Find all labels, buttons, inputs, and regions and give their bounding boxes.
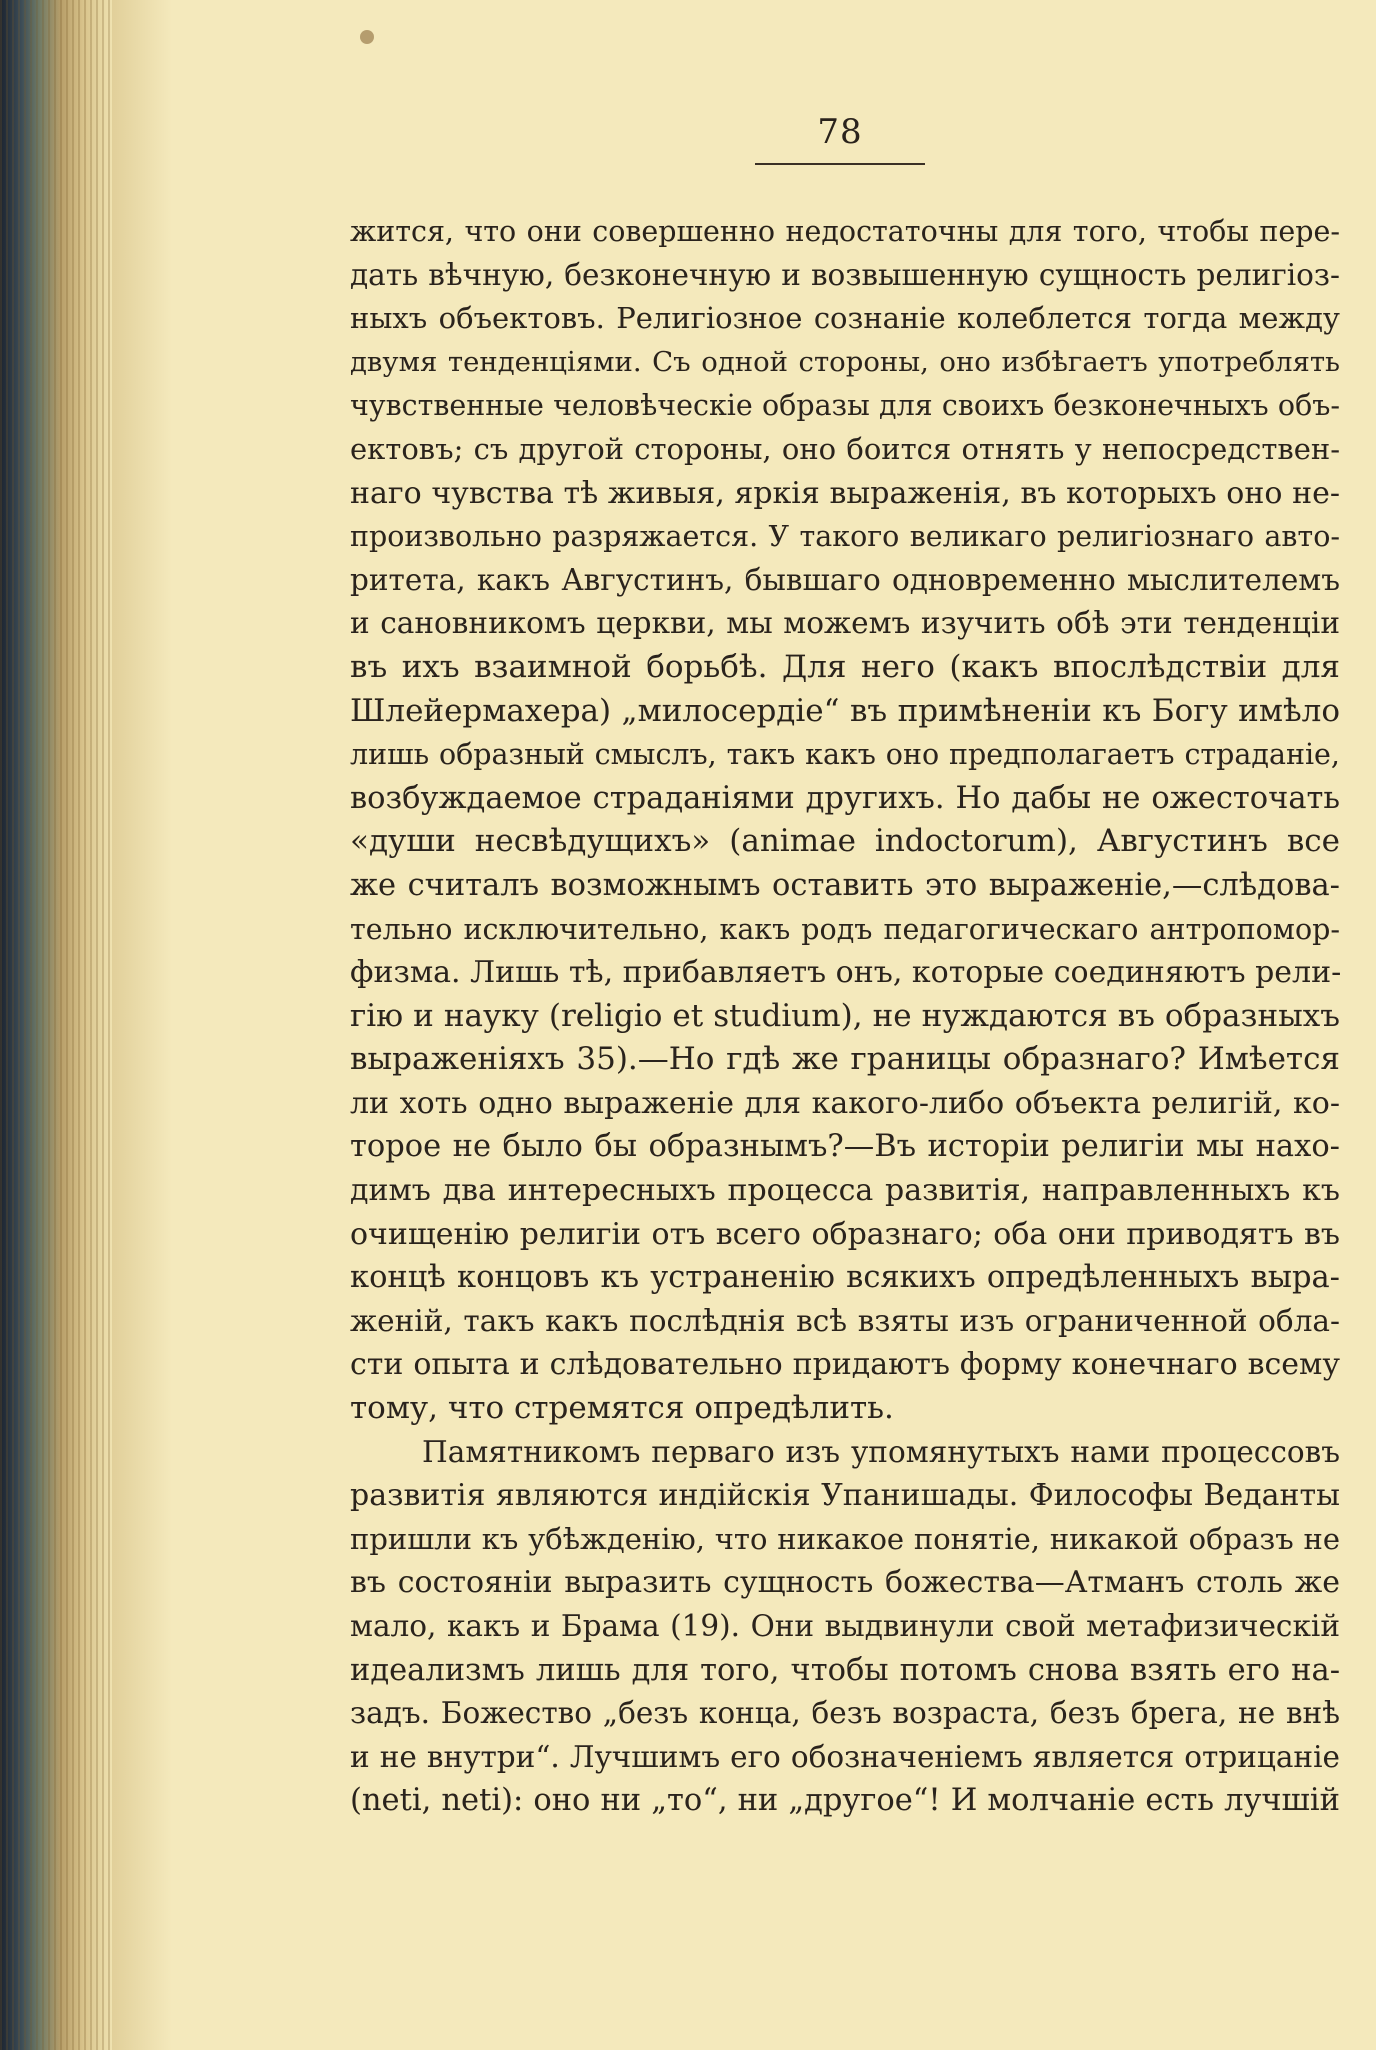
text-line: жится, что они совершенно недостаточны для того, чтобы пере- — [350, 215, 1340, 248]
text-line: ритета, какъ Августинъ, бывшаго одновременно мыслителемъ — [350, 562, 1340, 597]
text-line: женій, такъ какъ послѣднія всѣ взяты изъ ограниченной обла- — [350, 1303, 1340, 1338]
text-line: развитія являются индійскія Упанишады. Философы Веданты — [350, 1478, 1340, 1514]
ink-smudge — [360, 30, 374, 44]
page-number: 78 — [817, 112, 863, 152]
text-line: и не внутри“. Лучшимъ его обозначеніемъ является отрицаніе — [350, 1739, 1340, 1774]
text-line: пришли къ убѣжденію, что никакое понятіе, никакой образъ не — [350, 1521, 1340, 1556]
text-line: торое не было бы образнымъ?—Въ исторіи религіи мы нахо- — [350, 1129, 1340, 1165]
text-line: «души несвѣдущихъ» (animae indoctorum), Августинъ все — [350, 823, 1340, 860]
text-line: задъ. Божество „безъ конца, безъ возраста, безъ брега, не внѣ — [350, 1696, 1340, 1731]
page-gutter-shadow — [112, 0, 172, 2050]
text-line: въ состояніи выразить сущность божества—Атманъ столь же — [350, 1565, 1340, 1601]
text-line: наго чувства тѣ живыя, яркія выраженія, въ которыхъ оно не- — [350, 475, 1340, 511]
text-line: ектовъ; съ другой стороны, оно боится отнять у непосредствен- — [350, 431, 1340, 466]
text-line: физма. Лишь тѣ, прибавляетъ онъ, которые соединяютъ рели- — [350, 955, 1342, 991]
paragraph-start-line: Памятникомъ перваго изъ упомянутыхъ нами процессовъ — [422, 1434, 1340, 1469]
body-text — [350, 210, 1340, 1823]
text-line: ныхъ объектовъ. Религіозное сознаніе колеблется тогда между — [350, 301, 1340, 336]
text-line: возбуждаемое страданіями другихъ. Но дабы не ожесточать — [350, 780, 1340, 816]
text-line: тельно исключительно, какъ родъ педагогическаго антропомор- — [350, 912, 1340, 946]
text-line: концѣ концовъ къ устраненію всякихъ опредѣленныхъ выра- — [350, 1260, 1340, 1296]
text-line: ли хоть одно выраженіе для какого-либо объекта религій, ко- — [350, 1085, 1340, 1121]
text-line: лишь образный смыслъ, такъ какъ оно предполагаетъ страданіе, — [350, 738, 1340, 772]
text-line: же считалъ возможнымъ оставить это выраженіе,—слѣдова- — [350, 867, 1340, 903]
text-line: очищенію религіи отъ всего образнаго; оба они приводятъ въ — [350, 1216, 1340, 1252]
text-line: дать вѣчную, безконечную и возвышенную сущность религіоз- — [350, 257, 1340, 292]
text-line: (neti, neti): оно ни „то“, ни „другое“! И молчаніе есть лучшій — [350, 1783, 1340, 1819]
text-line: сти опыта и слѣдовательно придаютъ форму конечнаго всему — [350, 1347, 1340, 1383]
text-line: тому, что стремятся опредѣлить. — [350, 1390, 894, 1427]
text-line: чувственные человѣческіе образы для своихъ безконечныхъ объ- — [350, 389, 1340, 423]
text-line: Шлейермахера) „милосердіе“ въ примѣненіи къ Богу имѣло — [350, 692, 1340, 729]
page-number-rule — [755, 163, 925, 165]
text-line: двумя тенденціями. Съ одной стороны, оно избѣгаетъ употреблять — [350, 345, 1340, 378]
book-binding-edge — [0, 0, 112, 2050]
text-line: въ ихъ взаимной борьбѣ. Для него (какъ впослѣдствіи для — [350, 648, 1340, 685]
text-line: идеализмъ лишь для того, чтобы потомъ снова взять его на- — [350, 1652, 1340, 1688]
text-line: произвольно разряжается. У такого великаго религіознаго авто- — [350, 520, 1340, 554]
text-line: и сановникомъ церкви, мы можемъ изучить обѣ эти тенденціи — [350, 606, 1340, 641]
text-line: гію и науку (religio et studium), не нуждаются въ образныхъ — [350, 997, 1340, 1034]
text-line: выраженіяхъ 35).—Но гдѣ же границы образнаго? Имѣется — [350, 1041, 1340, 1078]
text-line: мало, какъ и Брама (19). Они выдвинули свой метафизическій — [350, 1609, 1340, 1643]
text-line: димъ два интересныхъ процесса развитія, направленныхъ къ — [350, 1173, 1340, 1209]
